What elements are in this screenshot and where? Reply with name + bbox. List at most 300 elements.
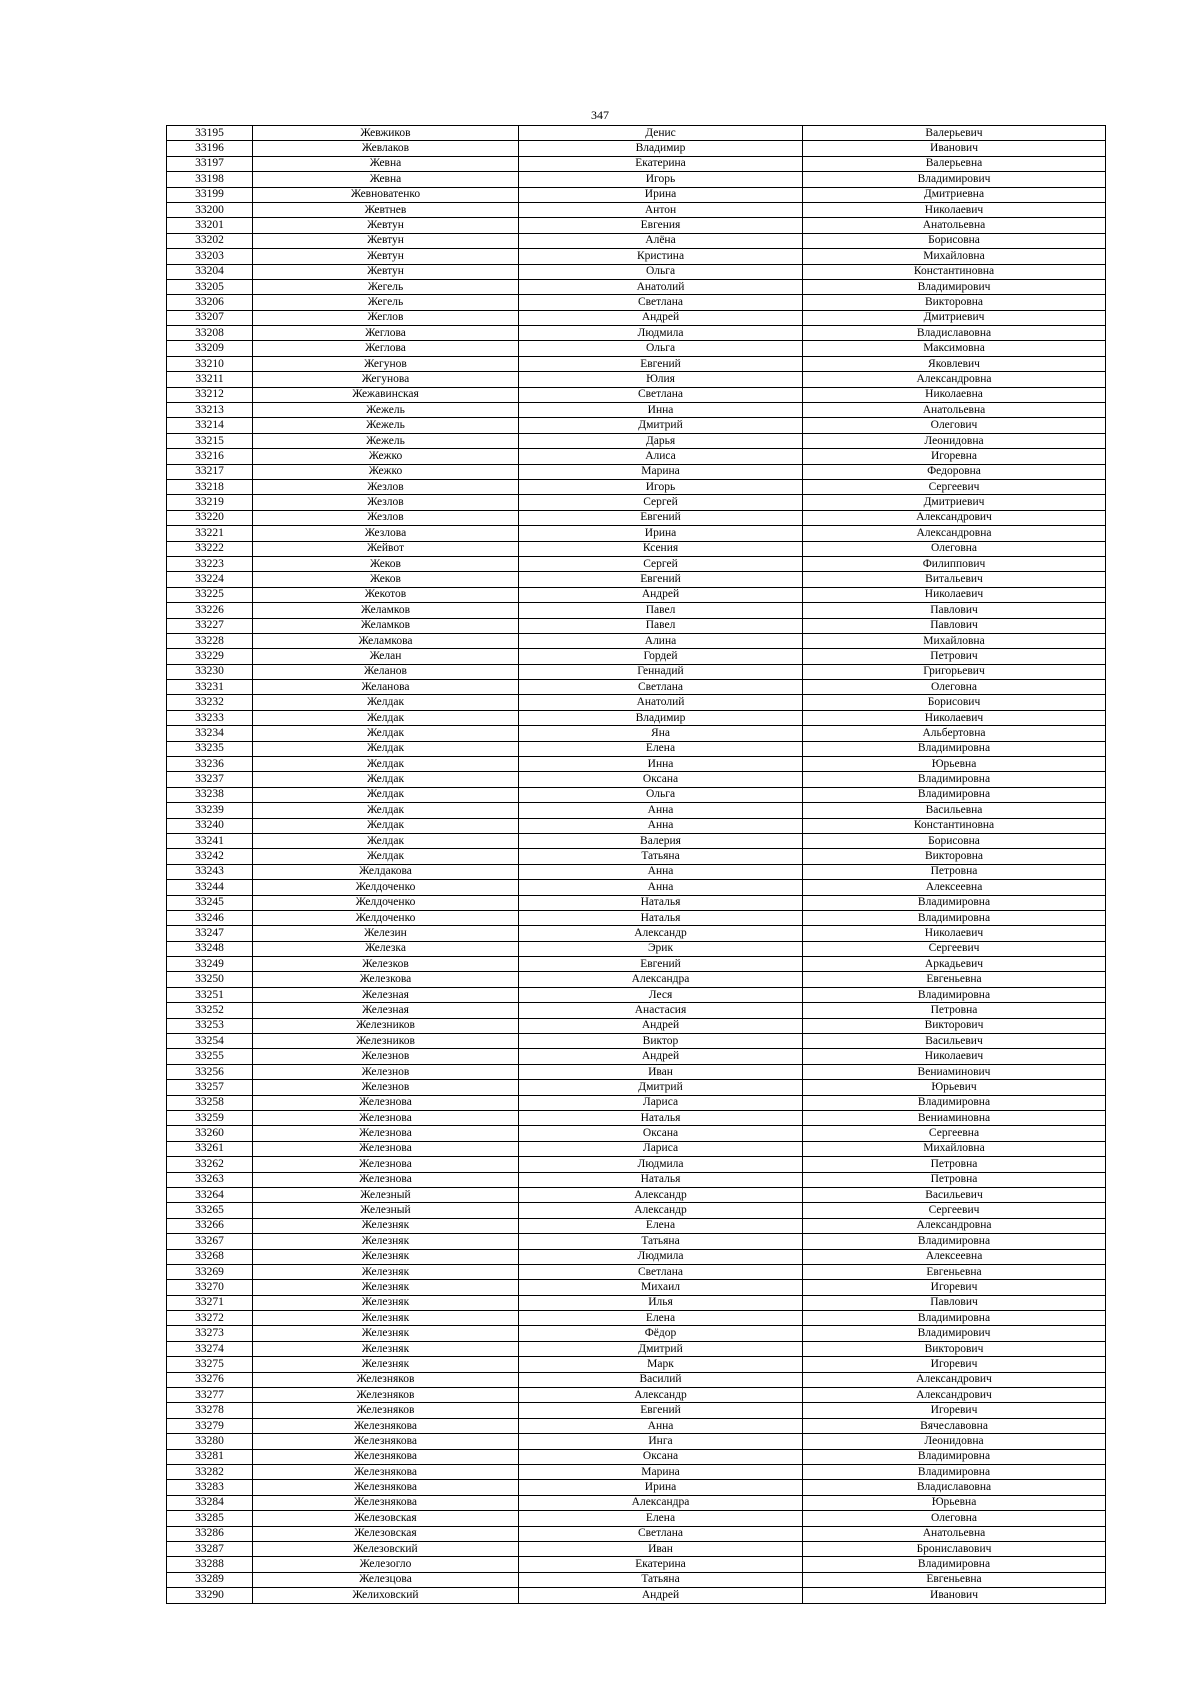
first-name-cell: Инна (519, 757, 803, 772)
surname-cell: Железин (253, 926, 519, 941)
patronymic-cell: Алексеевна (803, 880, 1106, 895)
first-name-cell: Гордей (519, 649, 803, 664)
record-number-cell: 33203 (167, 249, 253, 264)
table-row (167, 202, 1106, 217)
record-number-cell: 33223 (167, 556, 253, 571)
surname-cell: Жезлов (253, 510, 519, 525)
table-row (167, 1249, 1106, 1264)
first-name-cell: Виктор (519, 1034, 803, 1049)
record-number-cell: 33288 (167, 1557, 253, 1572)
patronymic-cell: Михайловна (803, 633, 1106, 648)
surname-cell: Жеглова (253, 326, 519, 341)
first-name-cell: Ольга (519, 264, 803, 279)
surname-cell: Жежель (253, 418, 519, 433)
patronymic-cell: Федоровна (803, 464, 1106, 479)
patronymic-cell: Васильевич (803, 1034, 1106, 1049)
record-number-cell: 33239 (167, 803, 253, 818)
surname-cell: Желдоченко (253, 895, 519, 910)
record-number-cell: 33249 (167, 957, 253, 972)
patronymic-cell: Александрович (803, 1372, 1106, 1387)
record-number-cell: 33256 (167, 1064, 253, 1079)
record-number-cell: 33255 (167, 1049, 253, 1064)
table-row (167, 141, 1106, 156)
record-number-cell: 33273 (167, 1326, 253, 1341)
table-row (167, 864, 1106, 879)
patronymic-cell: Петровна (803, 1172, 1106, 1187)
record-number-cell: 33196 (167, 141, 253, 156)
record-number-cell: 33238 (167, 787, 253, 802)
table-row (167, 264, 1106, 279)
patronymic-cell: Олеговна (803, 541, 1106, 556)
table-row (167, 479, 1106, 494)
record-number-cell: 33242 (167, 849, 253, 864)
surname-cell: Железнова (253, 1095, 519, 1110)
surname-cell: Жевноватенко (253, 187, 519, 202)
first-name-cell: Светлана (519, 295, 803, 310)
record-number-cell: 33289 (167, 1572, 253, 1587)
surname-cell: Жевтнев (253, 202, 519, 217)
table-row (167, 1588, 1106, 1603)
surname-cell: Железкова (253, 972, 519, 987)
first-name-cell: Ксения (519, 541, 803, 556)
record-number-cell: 33228 (167, 633, 253, 648)
first-name-cell: Ольга (519, 341, 803, 356)
record-number-cell: 33280 (167, 1434, 253, 1449)
first-name-cell: Лариса (519, 1095, 803, 1110)
surname-cell: Железцова (253, 1572, 519, 1587)
record-number-cell: 33269 (167, 1264, 253, 1279)
table-row (167, 695, 1106, 710)
record-number-cell: 33226 (167, 603, 253, 618)
table-row (167, 664, 1106, 679)
table-row (167, 1049, 1106, 1064)
patronymic-cell: Евгеньевна (803, 1572, 1106, 1587)
patronymic-cell: Леонидовна (803, 433, 1106, 448)
record-number-cell: 33204 (167, 264, 253, 279)
table-row (167, 772, 1106, 787)
patronymic-cell: Игоревич (803, 1280, 1106, 1295)
table-row (167, 1157, 1106, 1172)
patronymic-cell: Николаевич (803, 1049, 1106, 1064)
table-row (167, 818, 1106, 833)
record-number-cell: 33286 (167, 1526, 253, 1541)
surname-cell: Желдак (253, 833, 519, 848)
surname-cell: Жегунов (253, 356, 519, 371)
patronymic-cell: Валерьевна (803, 156, 1106, 171)
patronymic-cell: Владимировна (803, 772, 1106, 787)
patronymic-cell: Александровна (803, 372, 1106, 387)
record-number-cell: 33234 (167, 726, 253, 741)
patronymic-cell: Игоревна (803, 449, 1106, 464)
table-row (167, 1003, 1106, 1018)
patronymic-cell: Александровна (803, 526, 1106, 541)
record-number-cell: 33257 (167, 1080, 253, 1095)
table-row (167, 1141, 1106, 1156)
first-name-cell: Игорь (519, 172, 803, 187)
surname-cell: Жеглов (253, 310, 519, 325)
patronymic-cell: Филиппович (803, 556, 1106, 571)
first-name-cell: Михаил (519, 1280, 803, 1295)
surname-cell: Жежавинская (253, 387, 519, 402)
first-name-cell: Яна (519, 726, 803, 741)
patronymic-cell: Владиславовна (803, 1480, 1106, 1495)
table-row (167, 603, 1106, 618)
patronymic-cell: Леонидовна (803, 1434, 1106, 1449)
table-row (167, 1557, 1106, 1572)
first-name-cell: Евгения (519, 218, 803, 233)
surname-cell: Желдак (253, 695, 519, 710)
patronymic-cell: Юрьевна (803, 757, 1106, 772)
first-name-cell: Марк (519, 1357, 803, 1372)
patronymic-cell: Николаевич (803, 710, 1106, 725)
record-number-cell: 33277 (167, 1388, 253, 1403)
table-row (167, 987, 1106, 1002)
patronymic-cell: Владимировна (803, 1311, 1106, 1326)
table-row (167, 1434, 1106, 1449)
surname-cell: Жевна (253, 172, 519, 187)
first-name-cell: Наталья (519, 895, 803, 910)
surname-cell: Железнякова (253, 1495, 519, 1510)
surname-cell: Железнов (253, 1064, 519, 1079)
patronymic-cell: Николаевич (803, 202, 1106, 217)
first-name-cell: Анатолий (519, 695, 803, 710)
record-number-cell: 33221 (167, 526, 253, 541)
surname-cell: Желдакова (253, 864, 519, 879)
first-name-cell: Сергей (519, 556, 803, 571)
first-name-cell: Иван (519, 1541, 803, 1556)
record-number-cell: 33267 (167, 1234, 253, 1249)
surname-cell: Жевлаков (253, 141, 519, 156)
record-number-cell: 33222 (167, 541, 253, 556)
table-row (167, 1464, 1106, 1479)
record-number-cell: 33283 (167, 1480, 253, 1495)
patronymic-cell: Дмитриевна (803, 187, 1106, 202)
first-name-cell: Геннадий (519, 664, 803, 679)
table-row (167, 787, 1106, 802)
surname-cell: Жевтун (253, 218, 519, 233)
first-name-cell: Марина (519, 1464, 803, 1479)
surname-cell: Жегель (253, 279, 519, 294)
record-number-cell: 33259 (167, 1111, 253, 1126)
surname-cell: Желамков (253, 603, 519, 618)
table-row (167, 1234, 1106, 1249)
table-row (167, 510, 1106, 525)
first-name-cell: Марина (519, 464, 803, 479)
surname-cell: Жевтун (253, 249, 519, 264)
surname-cell: Железников (253, 1018, 519, 1033)
patronymic-cell: Михайловна (803, 1141, 1106, 1156)
first-name-cell: Алёна (519, 233, 803, 248)
patronymic-cell: Вячеславовна (803, 1418, 1106, 1433)
first-name-cell: Леся (519, 987, 803, 1002)
patronymic-cell: Павлович (803, 618, 1106, 633)
record-number-cell: 33232 (167, 695, 253, 710)
record-number-cell: 33270 (167, 1280, 253, 1295)
surname-cell: Жеков (253, 556, 519, 571)
table-row (167, 387, 1106, 402)
patronymic-cell: Николаевич (803, 587, 1106, 602)
first-name-cell: Валерия (519, 833, 803, 848)
record-number-cell: 33247 (167, 926, 253, 941)
first-name-cell: Инна (519, 403, 803, 418)
first-name-cell: Светлана (519, 387, 803, 402)
surname-cell: Желамкова (253, 633, 519, 648)
surname-cell: Желдак (253, 741, 519, 756)
patronymic-cell: Альбертовна (803, 726, 1106, 741)
surname-cell: Желдак (253, 710, 519, 725)
table-row (167, 495, 1106, 510)
table-row (167, 926, 1106, 941)
table-row (167, 295, 1106, 310)
table-row (167, 418, 1106, 433)
table-row (167, 849, 1106, 864)
table-row (167, 1541, 1106, 1556)
surname-cell: Железняков (253, 1403, 519, 1418)
surname-cell: Желанов (253, 664, 519, 679)
first-name-cell: Анатолий (519, 279, 803, 294)
first-name-cell: Людмила (519, 326, 803, 341)
first-name-cell: Людмила (519, 1249, 803, 1264)
record-number-cell: 33213 (167, 403, 253, 418)
table-row (167, 833, 1106, 848)
surname-cell: Железников (253, 1034, 519, 1049)
record-number-cell: 33275 (167, 1357, 253, 1372)
first-name-cell: Екатерина (519, 156, 803, 171)
record-number-cell: 33262 (167, 1157, 253, 1172)
patronymic-cell: Васильевич (803, 1187, 1106, 1202)
record-number-cell: 33233 (167, 710, 253, 725)
table-row (167, 910, 1106, 925)
first-name-cell: Евгений (519, 1403, 803, 1418)
patronymic-cell: Вениаминовна (803, 1111, 1106, 1126)
surname-cell: Железнякова (253, 1464, 519, 1479)
surname-cell: Жезлов (253, 479, 519, 494)
record-number-cell: 33245 (167, 895, 253, 910)
surname-cell: Железняк (253, 1218, 519, 1233)
record-number-cell: 33214 (167, 418, 253, 433)
table-row (167, 1326, 1106, 1341)
record-number-cell: 33290 (167, 1588, 253, 1603)
first-name-cell: Андрей (519, 1588, 803, 1603)
record-number-cell: 33285 (167, 1511, 253, 1526)
register-table (166, 125, 1106, 1604)
record-number-cell: 33281 (167, 1449, 253, 1464)
patronymic-cell: Викторович (803, 1341, 1106, 1356)
record-number-cell: 33217 (167, 464, 253, 479)
first-name-cell: Павел (519, 603, 803, 618)
table-row (167, 526, 1106, 541)
record-number-cell: 33208 (167, 326, 253, 341)
surname-cell: Жевтун (253, 264, 519, 279)
surname-cell: Желанова (253, 680, 519, 695)
surname-cell: Железовская (253, 1526, 519, 1541)
table-row (167, 126, 1106, 141)
first-name-cell: Фёдор (519, 1326, 803, 1341)
first-name-cell: Анастасия (519, 1003, 803, 1018)
record-number-cell: 33236 (167, 757, 253, 772)
patronymic-cell: Владимировна (803, 741, 1106, 756)
first-name-cell: Евгений (519, 510, 803, 525)
patronymic-cell: Олеговна (803, 680, 1106, 695)
first-name-cell: Владимир (519, 141, 803, 156)
first-name-cell: Ирина (519, 526, 803, 541)
record-number-cell: 33276 (167, 1372, 253, 1387)
first-name-cell: Игорь (519, 479, 803, 494)
patronymic-cell: Васильевна (803, 803, 1106, 818)
table-row (167, 249, 1106, 264)
table-row (167, 572, 1106, 587)
table-row (167, 356, 1106, 371)
record-number-cell: 33230 (167, 664, 253, 679)
patronymic-cell: Владимировна (803, 1557, 1106, 1572)
first-name-cell: Наталья (519, 1172, 803, 1187)
table-row (167, 1187, 1106, 1202)
first-name-cell: Анна (519, 818, 803, 833)
surname-cell: Железнякова (253, 1418, 519, 1433)
record-number-cell: 33279 (167, 1418, 253, 1433)
first-name-cell: Алина (519, 633, 803, 648)
table-row (167, 1511, 1106, 1526)
first-name-cell: Ирина (519, 1480, 803, 1495)
patronymic-cell: Максимовна (803, 341, 1106, 356)
patronymic-cell: Иванович (803, 141, 1106, 156)
record-number-cell: 33265 (167, 1203, 253, 1218)
surname-cell: Железнякова (253, 1434, 519, 1449)
surname-cell: Железняк (253, 1280, 519, 1295)
record-number-cell: 33202 (167, 233, 253, 248)
record-number-cell: 33241 (167, 833, 253, 848)
surname-cell: Железная (253, 1003, 519, 1018)
patronymic-cell: Павлович (803, 603, 1106, 618)
first-name-cell: Анна (519, 864, 803, 879)
table-row (167, 1572, 1106, 1587)
first-name-cell: Александр (519, 1203, 803, 1218)
table-row (167, 1526, 1106, 1541)
first-name-cell: Инга (519, 1434, 803, 1449)
surname-cell: Железнякова (253, 1449, 519, 1464)
patronymic-cell: Петровна (803, 864, 1106, 879)
first-name-cell: Светлана (519, 680, 803, 695)
surname-cell: Железняк (253, 1311, 519, 1326)
first-name-cell: Анна (519, 803, 803, 818)
patronymic-cell: Сергеевич (803, 1203, 1106, 1218)
record-number-cell: 33253 (167, 1018, 253, 1033)
surname-cell: Железнова (253, 1157, 519, 1172)
record-number-cell: 33198 (167, 172, 253, 187)
surname-cell: Железнова (253, 1126, 519, 1141)
table-row (167, 556, 1106, 571)
surname-cell: Железняк (253, 1341, 519, 1356)
first-name-cell: Александр (519, 1388, 803, 1403)
first-name-cell: Анна (519, 880, 803, 895)
first-name-cell: Антон (519, 202, 803, 217)
surname-cell: Железка (253, 941, 519, 956)
record-number-cell: 33266 (167, 1218, 253, 1233)
patronymic-cell: Владимировна (803, 1234, 1106, 1249)
table-row (167, 341, 1106, 356)
record-number-cell: 33225 (167, 587, 253, 602)
first-name-cell: Татьяна (519, 849, 803, 864)
table-row (167, 1341, 1106, 1356)
table-row (167, 1372, 1106, 1387)
record-number-cell: 33246 (167, 910, 253, 925)
record-number-cell: 33263 (167, 1172, 253, 1187)
surname-cell: Жеков (253, 572, 519, 587)
table-row (167, 880, 1106, 895)
record-number-cell: 33218 (167, 479, 253, 494)
table-row (167, 587, 1106, 602)
record-number-cell: 33229 (167, 649, 253, 664)
table-row (167, 464, 1106, 479)
patronymic-cell: Борисовна (803, 833, 1106, 848)
table-row (167, 1388, 1106, 1403)
surname-cell: Железняков (253, 1388, 519, 1403)
record-number-cell: 33200 (167, 202, 253, 217)
record-number-cell: 33220 (167, 510, 253, 525)
record-number-cell: 33197 (167, 156, 253, 171)
patronymic-cell: Владимировна (803, 1095, 1106, 1110)
first-name-cell: Екатерина (519, 1557, 803, 1572)
table-row (167, 633, 1106, 648)
surname-cell: Железняк (253, 1234, 519, 1249)
table-row (167, 403, 1106, 418)
record-number-cell: 33215 (167, 433, 253, 448)
surname-cell: Жежко (253, 464, 519, 479)
surname-cell: Жевна (253, 156, 519, 171)
first-name-cell: Денис (519, 126, 803, 141)
first-name-cell: Елена (519, 1218, 803, 1233)
table-row (167, 757, 1106, 772)
patronymic-cell: Викторовна (803, 849, 1106, 864)
patronymic-cell: Константиновна (803, 264, 1106, 279)
record-number-cell: 33250 (167, 972, 253, 987)
patronymic-cell: Николаевна (803, 387, 1106, 402)
table-row (167, 310, 1106, 325)
surname-cell: Железняк (253, 1249, 519, 1264)
first-name-cell: Оксана (519, 1126, 803, 1141)
table-row (167, 1495, 1106, 1510)
record-number-cell: 33211 (167, 372, 253, 387)
patronymic-cell: Сергеевна (803, 1126, 1106, 1141)
first-name-cell: Дмитрий (519, 1080, 803, 1095)
record-number-cell: 33278 (167, 1403, 253, 1418)
surname-cell: Железогло (253, 1557, 519, 1572)
patronymic-cell: Владимирович (803, 279, 1106, 294)
first-name-cell: Илья (519, 1295, 803, 1310)
record-number-cell: 33248 (167, 941, 253, 956)
patronymic-cell: Петровна (803, 1157, 1106, 1172)
surname-cell: Желамков (253, 618, 519, 633)
table-row (167, 680, 1106, 695)
patronymic-cell: Олегович (803, 418, 1106, 433)
patronymic-cell: Борисовна (803, 233, 1106, 248)
patronymic-cell: Павлович (803, 1295, 1106, 1310)
record-number-cell: 33235 (167, 741, 253, 756)
patronymic-cell: Викторовна (803, 295, 1106, 310)
first-name-cell: Светлана (519, 1264, 803, 1279)
surname-cell: Жевтун (253, 233, 519, 248)
record-number-cell: 33237 (167, 772, 253, 787)
record-number-cell: 33264 (167, 1187, 253, 1202)
first-name-cell: Андрей (519, 587, 803, 602)
surname-cell: Желан (253, 649, 519, 664)
first-name-cell: Оксана (519, 1449, 803, 1464)
surname-cell: Желдоченко (253, 880, 519, 895)
record-number-cell: 33231 (167, 680, 253, 695)
first-name-cell: Дмитрий (519, 1341, 803, 1356)
record-number-cell: 33216 (167, 449, 253, 464)
surname-cell: Железняк (253, 1295, 519, 1310)
